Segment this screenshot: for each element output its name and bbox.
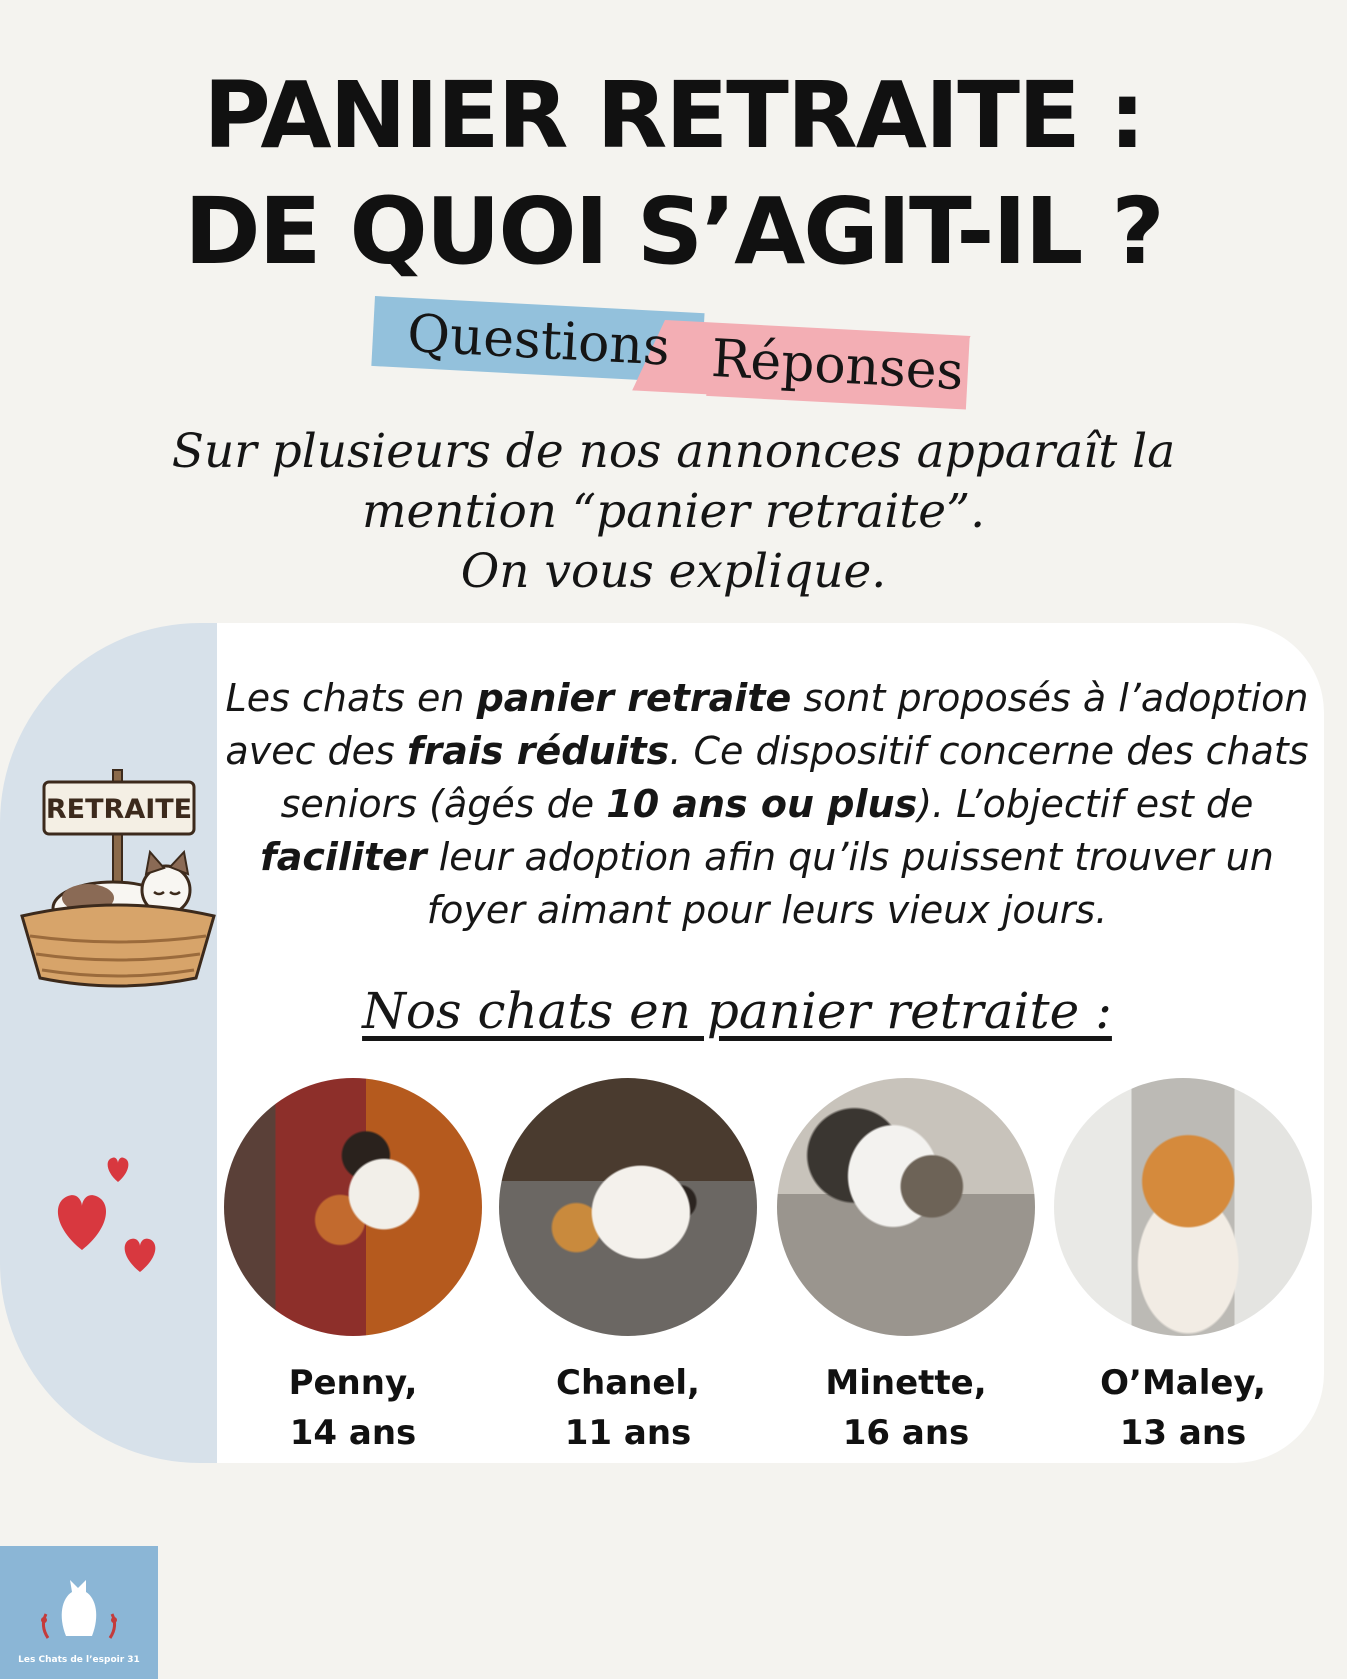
desc-bold-panier-retraite: panier retraite — [476, 676, 792, 720]
cats-gallery — [222, 1078, 1322, 1458]
cat-name-omaley: O’Maley, — [1100, 1363, 1266, 1403]
intro-line-3: On vous explique. — [460, 544, 887, 599]
desc-text-1: Les chats en — [225, 676, 477, 720]
title-line-1: PANIER RETRAITE : — [203, 62, 1144, 169]
page-title — [0, 58, 1347, 290]
cat-age-minette: 16 ans — [842, 1413, 970, 1453]
cat-card-penny[interactable] — [222, 1078, 484, 1458]
basket — [22, 905, 214, 986]
hearts-icon — [52, 1150, 172, 1280]
intro-line-1: Sur plusieurs de nos annonces apparaît la — [171, 424, 1176, 479]
orange-white-cat-photo-icon[interactable] — [1054, 1078, 1312, 1336]
tabby-white-cat-photo-icon[interactable] — [777, 1078, 1035, 1336]
desc-bold-faciliter: faciliter — [260, 835, 427, 879]
cat-name-penny: Penny, — [288, 1363, 418, 1403]
cat-age-chanel: 11 ans — [564, 1413, 692, 1453]
cat-basket-illustration — [18, 768, 218, 1008]
cats-list-heading: Nos chats en panier retraite : — [362, 982, 1112, 1040]
cat-age-penny: 14 ans — [289, 1413, 417, 1453]
association-logo — [0, 1546, 158, 1679]
calico-cat-photo-icon[interactable] — [224, 1078, 482, 1336]
side-panel — [0, 623, 218, 1463]
desc-text-2: sont proposés à l’adoption avec des — [225, 676, 1309, 773]
panier-retraite-description — [217, 672, 1317, 937]
desc-bold-10-ans: 10 ans ou plus — [606, 782, 918, 826]
questions-reponses-banner — [375, 296, 975, 406]
cat-age-omaley: 13 ans — [1119, 1413, 1247, 1453]
logo-text: Les Chats de l’espoir 31 — [18, 1655, 140, 1665]
intro-line-2: mention “panier retraite”. — [361, 484, 986, 539]
cat-card-omaley[interactable] — [1052, 1078, 1314, 1458]
cat-name-chanel: Chanel, — [556, 1363, 700, 1403]
desc-text-5: leur adoption afin qu’ils puissent trouver un foyer aimant pour leurs vieux jours. — [426, 835, 1274, 932]
cat-logo-icon — [0, 1546, 158, 1656]
cat-card-chanel[interactable] — [497, 1078, 759, 1458]
intro-text — [100, 422, 1247, 602]
retraite-sign-label: RETRAITE — [45, 794, 193, 825]
calico-cat-photo-icon[interactable] — [499, 1078, 757, 1336]
cat-name-minette: Minette, — [825, 1363, 987, 1403]
title-line-2: DE QUOI S’AGIT-IL ? — [184, 178, 1163, 285]
reponses-label: Réponses — [709, 329, 965, 403]
desc-text-3: . Ce dispositif concerne des chats seniors (âgés de — [280, 729, 1309, 826]
cat-card-minette[interactable] — [775, 1078, 1037, 1458]
desc-bold-frais-reduits: frais réduits — [406, 729, 670, 773]
desc-text-4: ). L’objectif est de — [917, 782, 1254, 826]
questions-label: Questions — [405, 304, 672, 378]
